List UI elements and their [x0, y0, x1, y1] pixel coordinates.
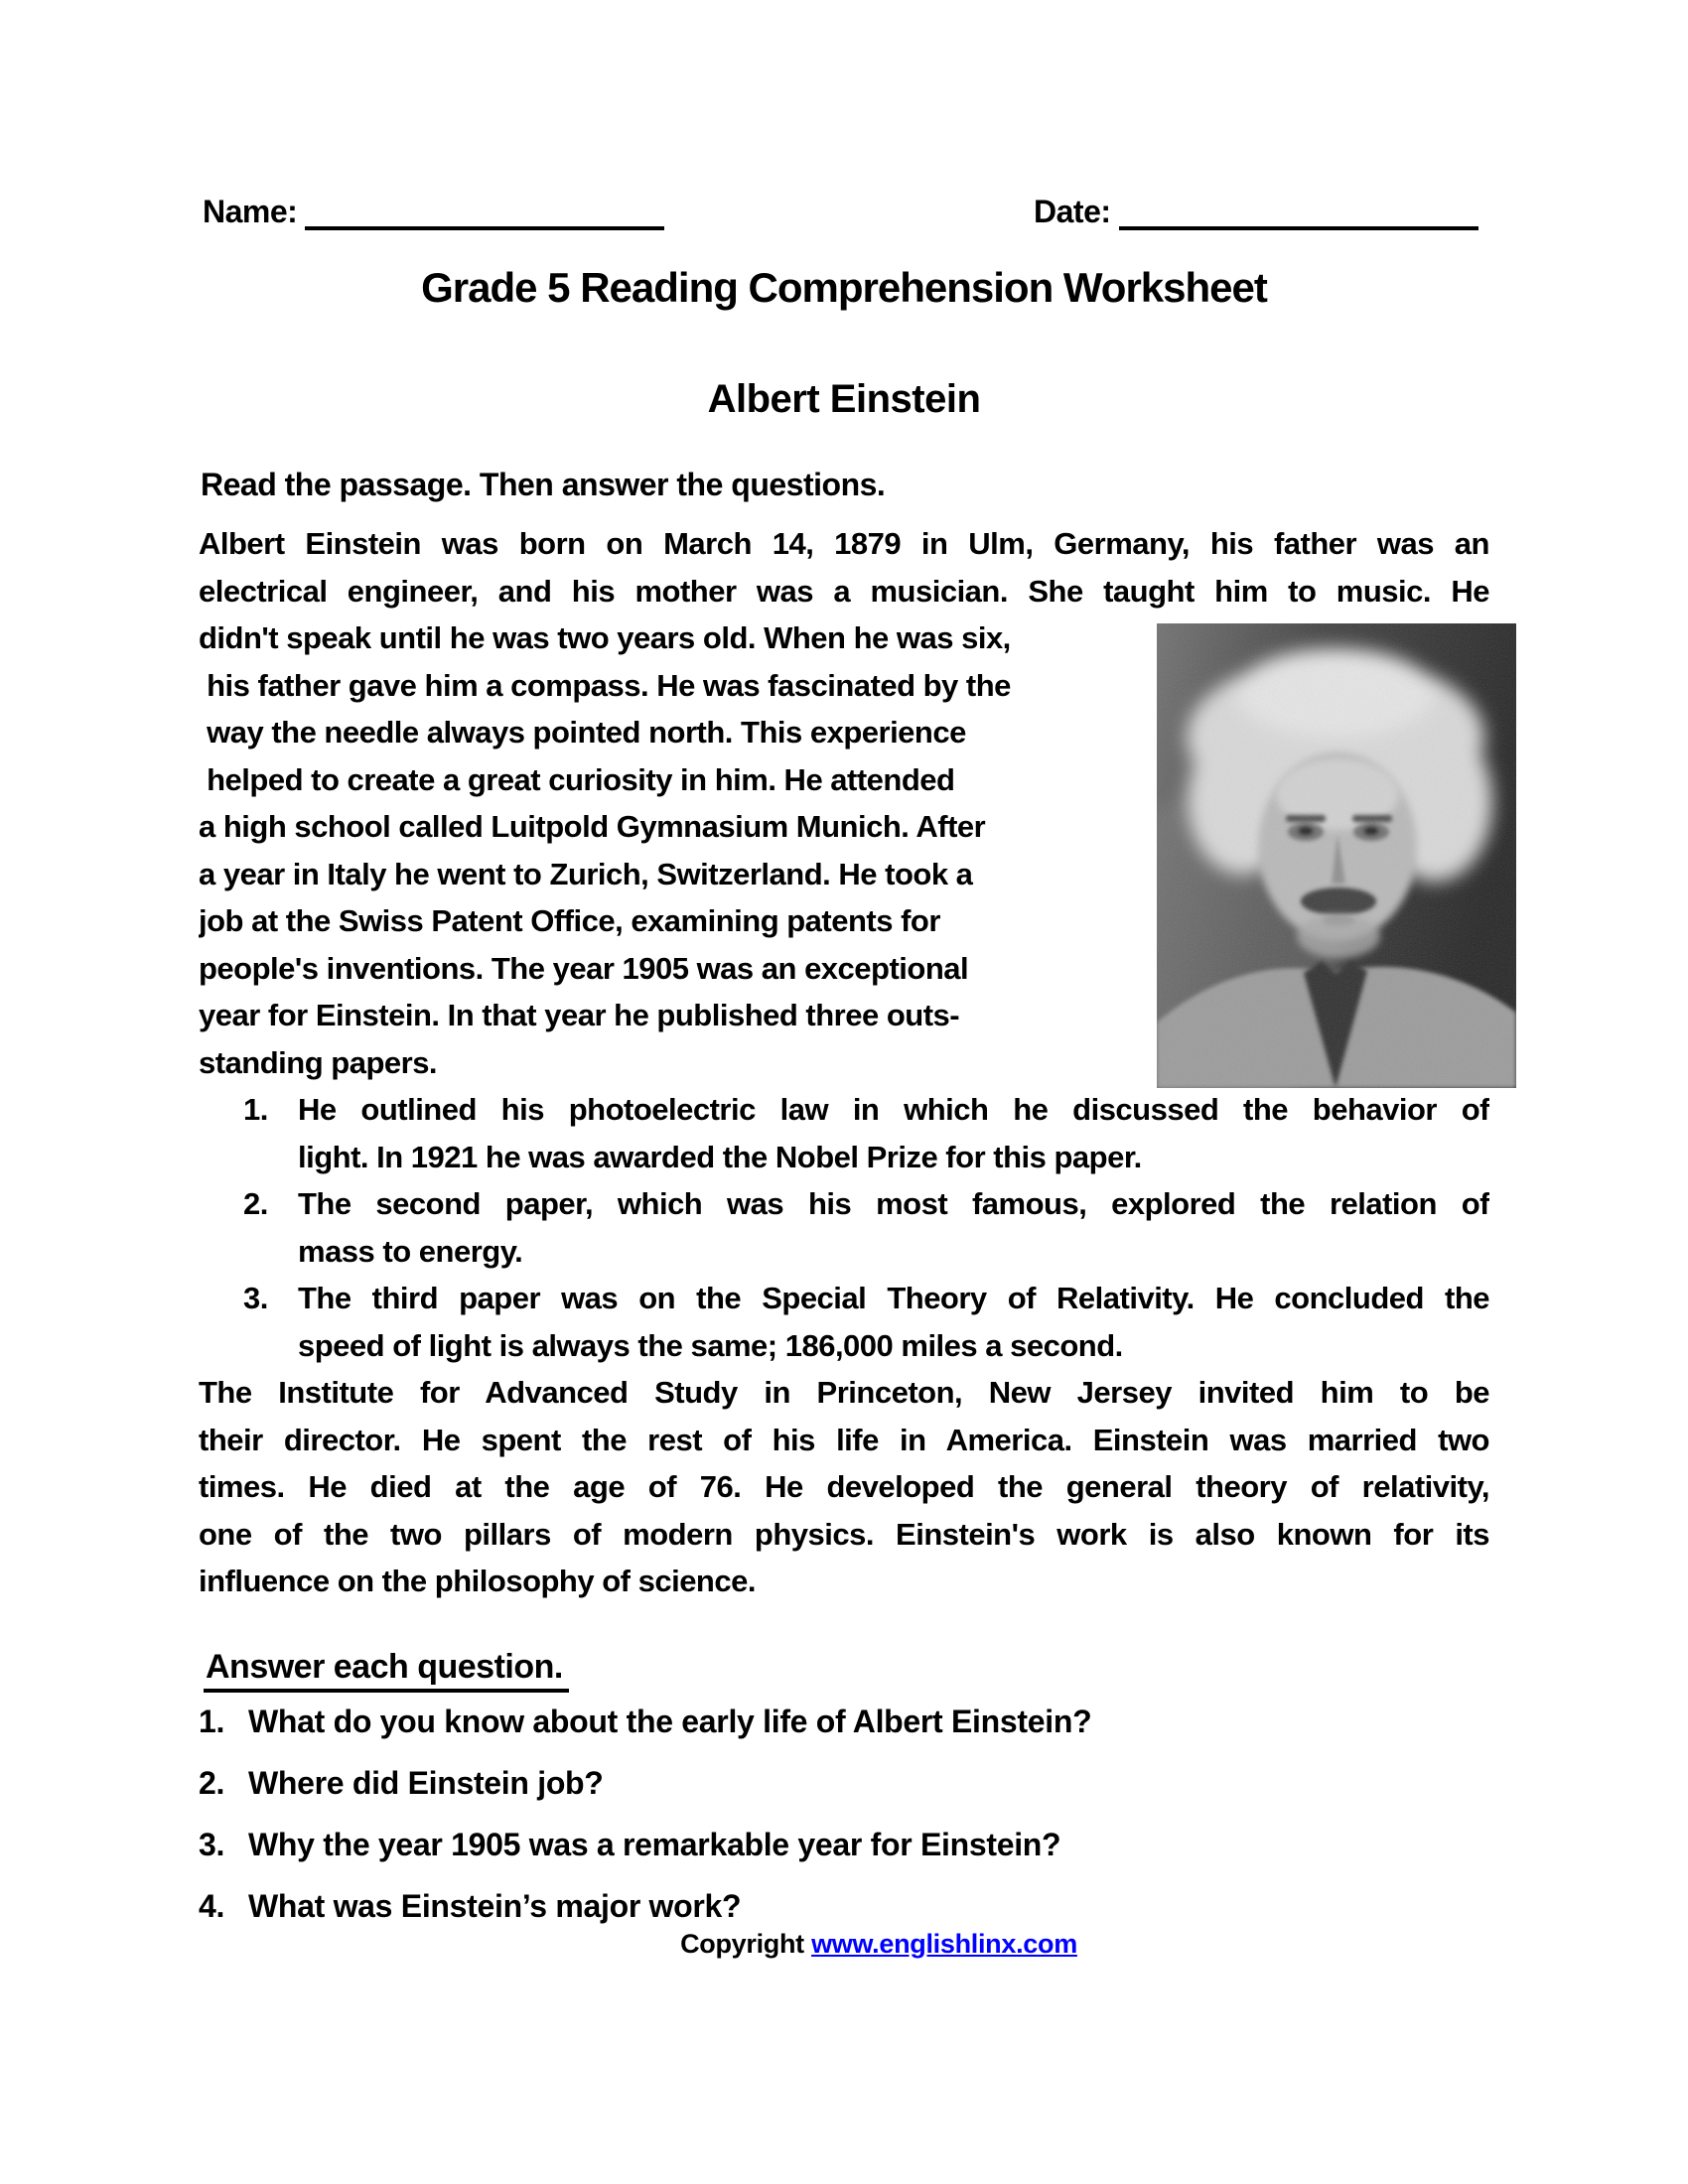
name-date-row	[0, 191, 1688, 234]
question-number: 1.	[199, 1704, 225, 1739]
passage-closing	[199, 1369, 1489, 1605]
passage-line: The Institute for Advanced Study in Princeton, New Jersey invited him to be	[199, 1375, 1489, 1410]
date-label: Date:	[1034, 194, 1111, 229]
question-text: What was Einstein’s major work?	[248, 1888, 742, 1924]
question-row	[199, 1700, 1509, 1761]
passage-line: job at the Swiss Patent Office, examining patents for	[199, 903, 940, 938]
passage-line: Albert Einstein was born on March 14, 1879 in Ulm, Germany, his father was an	[199, 526, 1489, 561]
passage-line: people's inventions. The year 1905 was an exceptional	[199, 950, 969, 986]
copyright-line	[0, 1929, 1688, 1960]
list-item-text	[298, 1275, 1489, 1369]
passage-line: year for Einstein. In that year he published three outs-	[199, 998, 960, 1032]
question-number: 2.	[199, 1765, 225, 1801]
passage-line: mass to energy.	[298, 1233, 523, 1269]
date-blank-line	[1119, 191, 1478, 230]
passage-intro	[199, 520, 1489, 614]
passage-line: a high school called Luitpold Gymnasium Munich. After	[199, 809, 986, 844]
name-label: Name:	[203, 194, 298, 229]
list-item-number: 3.	[243, 1281, 268, 1315]
passage-line: their director. He spent the rest of his life in America. Einstein was married two	[199, 1422, 1489, 1457]
passage-line: a year in Italy he went to Zurich, Switzerland. He took a	[199, 856, 973, 891]
passage-line: speed of light is always the same; 186,000 miles a second.	[298, 1327, 1123, 1363]
page-title: Grade 5 Reading Comprehension Worksheet	[421, 264, 1267, 311]
passage-line: The second paper, which was his most famous, explored the relation of	[298, 1186, 1489, 1221]
name-blank-line	[305, 191, 664, 230]
passage-line: influence on the philosophy of science.	[199, 1564, 756, 1598]
name-field-group	[203, 191, 664, 230]
question-row	[199, 1761, 1509, 1823]
copyright-label: Copyright	[680, 1929, 812, 1959]
question-number: 3.	[199, 1827, 225, 1862]
passage-title: Albert Einstein	[707, 377, 981, 421]
questions-list	[199, 1700, 1509, 1946]
passage-line: times. He died at the age of 76. He developed the general theory of relativity,	[199, 1469, 1489, 1504]
passage-line: didn't speak until he was two years old. When he was six,	[199, 620, 1011, 655]
questions-heading: Answer each question.	[204, 1648, 569, 1693]
list-item-text	[298, 1086, 1489, 1180]
passage-line: one of the two pillars of modern physics. Einstein's work is also known for its	[199, 1516, 1489, 1552]
list-item	[199, 1180, 1489, 1275]
question-text: Why the year 1905 was a remarkable year for Einstein?	[248, 1827, 1061, 1862]
list-item	[199, 1086, 1489, 1180]
list-item-number: 1.	[243, 1092, 268, 1127]
list-item-text	[298, 1180, 1489, 1275]
passage-line: light. In 1921 he was awarded the Nobel Prize for this paper.	[298, 1139, 1142, 1174]
question-text: Where did Einstein job?	[248, 1765, 604, 1801]
passage-line: helped to create a great curiosity in him. He attended	[199, 761, 955, 797]
passage-line: The third paper was on the Special Theory of Relativity. He concluded the	[298, 1281, 1489, 1315]
einstein-photo	[1157, 623, 1516, 1088]
copyright-link[interactable]: www.englishlinx.com	[811, 1929, 1077, 1959]
passage-line: He outlined his photoelectric law in which he discussed the behavior of	[298, 1092, 1489, 1127]
instruction-text: Read the passage. Then answer the questions.	[201, 467, 886, 502]
question-text: What do you know about the early life of Albert Einstein?	[248, 1704, 1092, 1739]
passage-line: way the needle always pointed north. This experience	[199, 715, 966, 750]
question-number: 4.	[199, 1888, 225, 1924]
question-row	[199, 1823, 1509, 1884]
date-field-group	[1034, 191, 1478, 230]
passage-line: standing papers.	[199, 1044, 438, 1080]
passage-line: his father gave him a compass. He was fascinated by the	[199, 667, 1011, 703]
passage	[199, 520, 1489, 1605]
list-item	[199, 1275, 1489, 1369]
passage-line: electrical engineer, and his mother was a musician. She taught him to music. He	[199, 573, 1489, 609]
list-item-number: 2.	[243, 1186, 268, 1221]
